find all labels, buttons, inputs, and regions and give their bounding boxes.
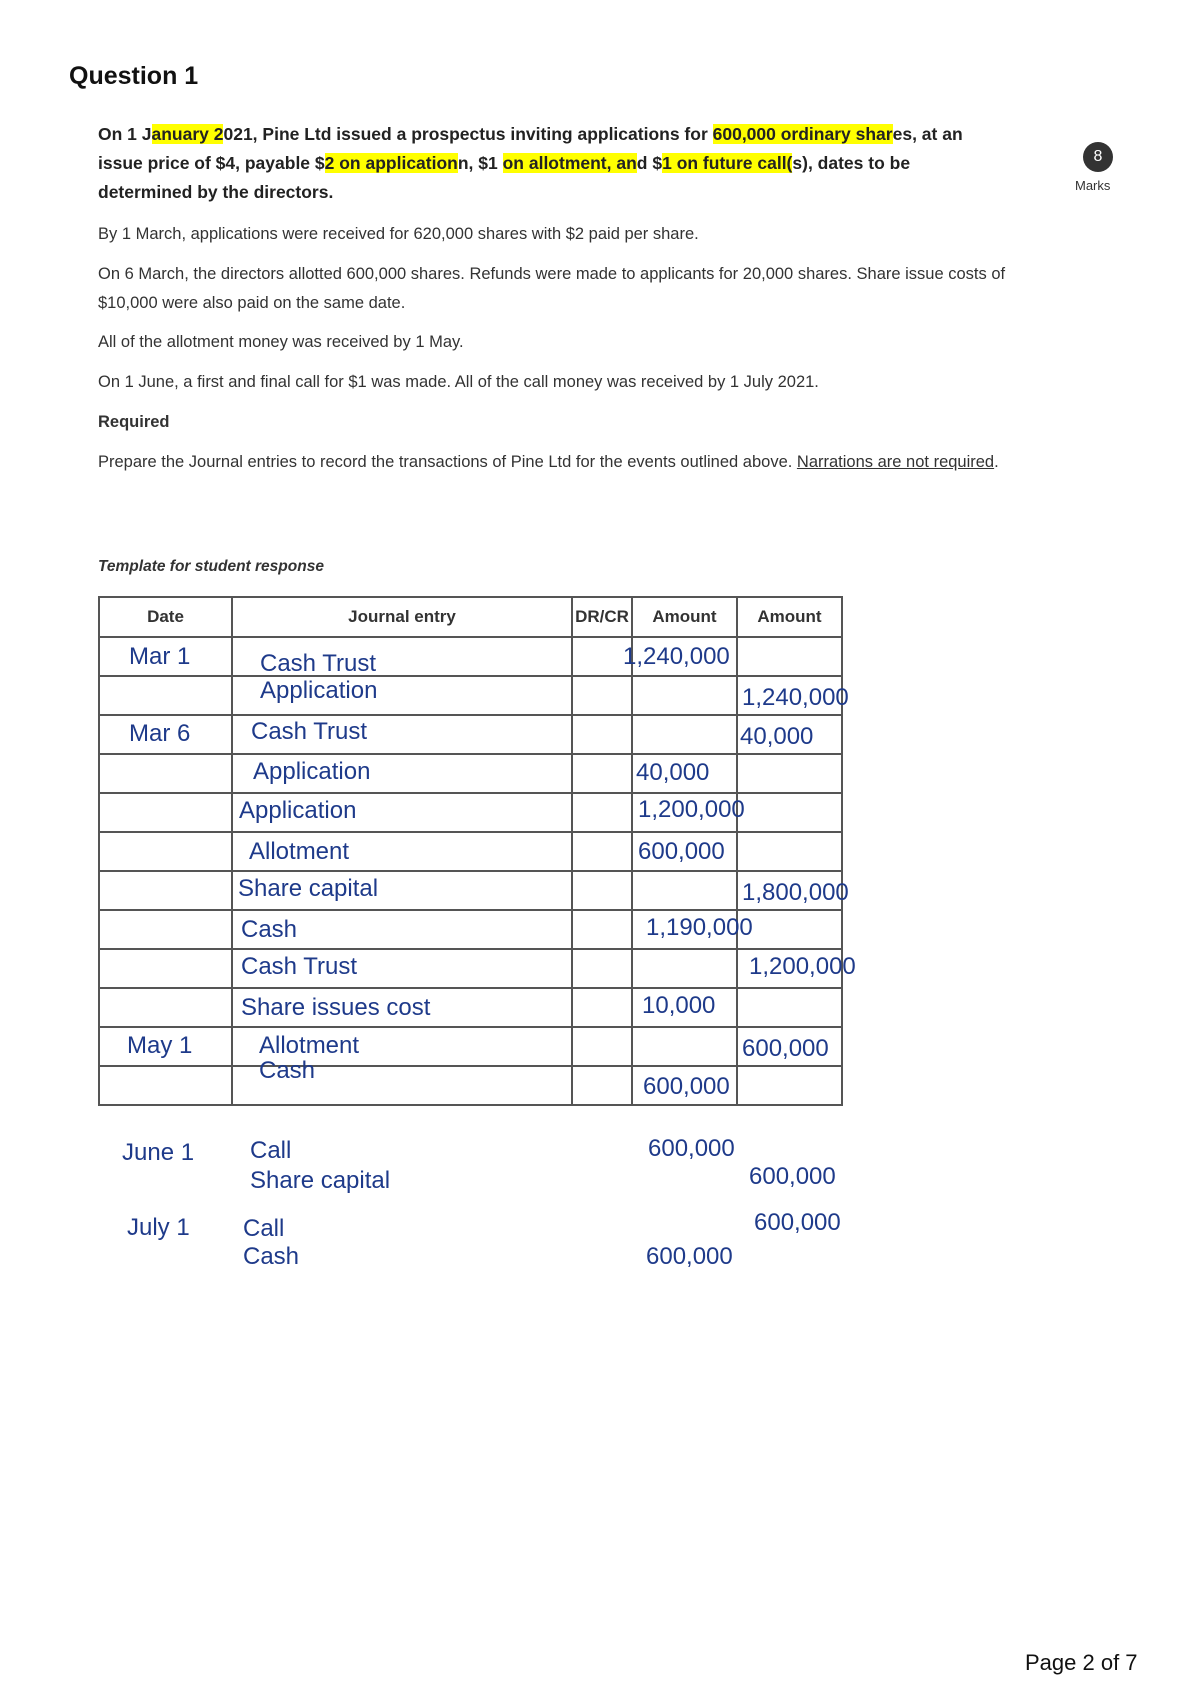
row-amount-credit: 1,800,000	[742, 879, 849, 906]
required-underlined: Narrations are not required	[796, 453, 995, 471]
paragraph-call: On 1 June, a first and final call for $1 was made. All of the call money was received by 1 July 2021.	[98, 373, 819, 391]
row-amount-credit: 40,000	[740, 723, 814, 750]
june-amount-debit: 600,000	[648, 1135, 735, 1162]
table-row	[99, 910, 842, 949]
paragraph-allotment: On 6 March, the directors allotted 600,000 shares. Refunds were made to applicants for 20,000 shares. Share issue costs of $10,000 were also paid on the same date.	[98, 265, 1006, 312]
intro-text: On 1 J	[98, 124, 152, 144]
row-entry: Cash Trust	[260, 650, 377, 677]
marks-label: Marks	[1075, 178, 1111, 193]
intro-text: d $	[636, 153, 663, 173]
question-title: Question 1	[69, 62, 199, 90]
header-amount-credit: Amount	[737, 597, 842, 637]
row-amount-credit: 1,200,000	[749, 953, 856, 980]
table-row	[99, 676, 842, 715]
table-row	[99, 637, 842, 676]
june-date: June 1	[122, 1139, 195, 1166]
table-row	[99, 754, 842, 793]
table-row	[99, 832, 842, 871]
row-entry: Cash	[241, 916, 298, 943]
header-dr-cr: DR/CR	[572, 597, 632, 637]
paragraph-applications: By 1 March, applications were received for 620,000 shares with $2 paid per share.	[98, 225, 699, 243]
row-amount-debit: 40,000	[636, 759, 710, 786]
intro-highlight: 2 on application	[324, 153, 458, 173]
row-amount-debit: 600,000	[643, 1073, 730, 1100]
header-journal-entry: Journal entry	[232, 597, 572, 637]
row-entry: Application	[239, 797, 357, 824]
row-amount-debit: 600,000	[638, 838, 725, 865]
row-date: Mar 6	[129, 720, 191, 747]
june-amount-credit: 600,000	[749, 1163, 836, 1190]
required-text: Prepare the Journal entries to record the transactions of Pine Ltd for the events outlined above.	[98, 453, 797, 471]
intro-highlight: anuary 2	[151, 124, 224, 144]
table-header-row	[99, 597, 842, 637]
table-row	[99, 871, 842, 910]
template-label: Template for student response	[98, 558, 324, 575]
july-amount-debit: 600,000	[646, 1243, 733, 1270]
intro-text: , at an issue price of $4, payable $	[98, 124, 963, 173]
required-end: .	[994, 453, 999, 471]
required-instructions	[98, 448, 1018, 477]
july-date: July 1	[127, 1214, 190, 1241]
header-amount-debit: Amount	[632, 597, 737, 637]
july-entry-call: Call	[243, 1215, 285, 1242]
row-date: May 1	[127, 1032, 193, 1059]
row-date: Mar 1	[129, 643, 191, 670]
header-date: Date	[99, 597, 232, 637]
table-row	[99, 1027, 842, 1066]
row-entry: Application	[253, 758, 371, 785]
row-amount-debit: 10,000	[642, 992, 716, 1019]
intro-text: n, $1	[457, 153, 503, 173]
row-entry: Cash	[259, 1057, 316, 1084]
row-entry: Cash Trust	[241, 953, 358, 980]
row-amount-debit: 1,240,000	[623, 643, 730, 670]
june-entry-share-capital: Share capital	[250, 1167, 391, 1194]
june-entry-call: Call	[250, 1137, 292, 1164]
table-row	[99, 715, 842, 754]
journal-table	[98, 596, 856, 1106]
row-entry: Allotment	[259, 1032, 360, 1059]
row-amount-credit: 1,240,000	[742, 684, 849, 711]
row-amount-debit: 1,190,000	[646, 914, 753, 941]
table-row	[99, 793, 842, 832]
table-row	[99, 1066, 842, 1105]
july-amount-credit: 600,000	[754, 1209, 841, 1236]
intro-highlight: on allotment, an	[502, 153, 637, 173]
intro-highlight: 600,000 ordinary shar	[712, 124, 893, 144]
row-entry: Cash Trust	[251, 718, 368, 745]
row-entry: Share capital	[238, 875, 379, 902]
paragraph-allotment-money: All of the allotment money was received by 1 May.	[98, 333, 464, 351]
july-entry-cash: Cash	[243, 1243, 300, 1270]
required-heading: Required	[98, 413, 170, 431]
table-row	[99, 988, 842, 1027]
question-intro	[98, 120, 998, 207]
row-entry: Application	[260, 677, 378, 704]
intro-text: s), dates to be determined by the directors.	[98, 153, 911, 202]
row-entry: Allotment	[249, 838, 350, 865]
row-amount-debit: 1,200,000	[638, 796, 745, 823]
marks-badge: 8	[1083, 142, 1113, 172]
intro-text: es	[892, 124, 913, 144]
page-number: Page 2 of 7	[1025, 1650, 1138, 1675]
row-entry: Share issues cost	[241, 994, 431, 1021]
row-amount-credit: 600,000	[742, 1035, 829, 1062]
intro-highlight: 1 on future call(	[662, 153, 793, 173]
table-row	[99, 949, 842, 988]
intro-text: 021, Pine Ltd issued a prospectus inviting applications for	[223, 124, 713, 144]
